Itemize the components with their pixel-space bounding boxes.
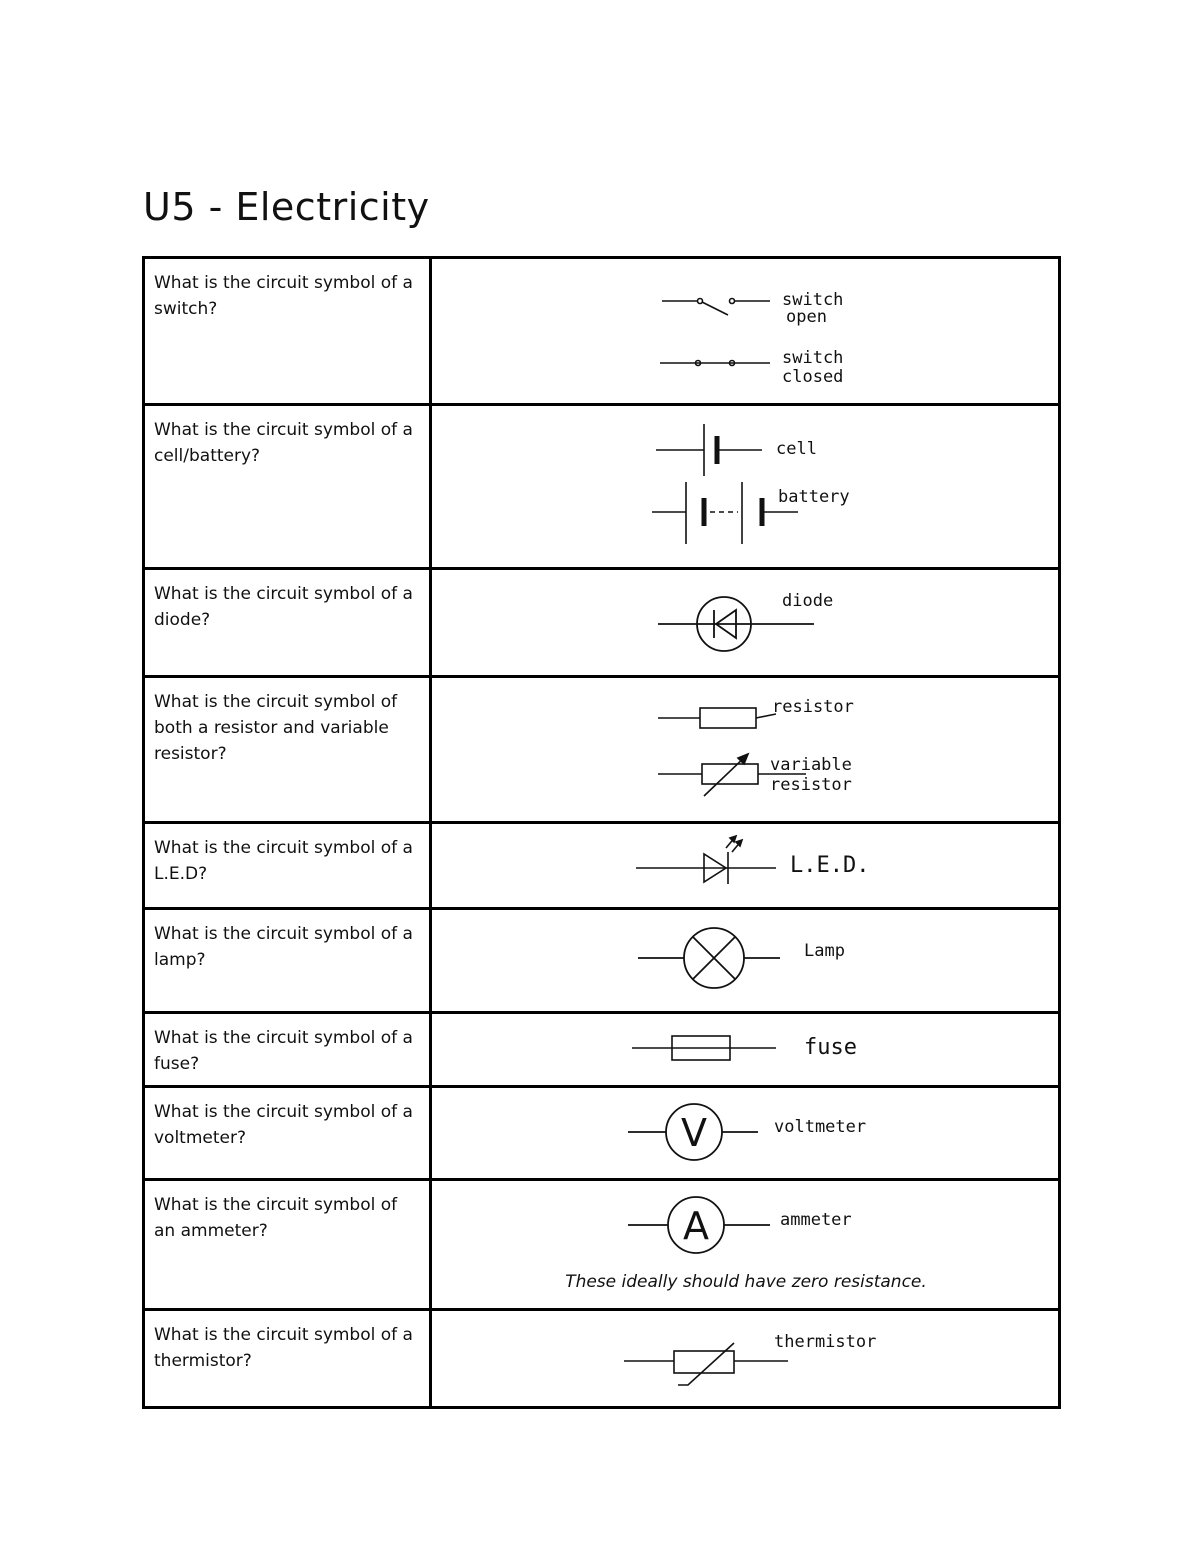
thermistor-symbols <box>432 1311 1060 1403</box>
question-text: What is the circuit symbol of a lamp? <box>154 924 413 970</box>
question-cell <box>144 1310 431 1408</box>
ammeter-glyph: A <box>683 1204 709 1248</box>
lamp-label: Lamp <box>804 941 845 961</box>
battery-label: battery <box>778 487 850 507</box>
question-text: What is the circuit symbol of both a resistor and variable resistor? <box>154 692 398 764</box>
switch-closed-label-1: switch <box>782 348 844 368</box>
question-cell <box>144 569 431 677</box>
symbol-cell <box>431 1087 1060 1180</box>
page-title: U5 - Electricity <box>143 185 430 229</box>
switch-open-label-2: open <box>786 307 827 327</box>
symbol-cell <box>431 1013 1060 1087</box>
symbol-cell <box>431 1310 1060 1408</box>
symbols-table <box>142 256 1061 1409</box>
lamp-icon <box>638 928 780 988</box>
lamp-symbols <box>432 910 1060 1008</box>
table-row <box>144 1087 1060 1180</box>
ammeter-note: These ideally should have zero resistance. <box>565 1272 927 1292</box>
question-cell <box>144 909 431 1013</box>
question-text: What is the circuit symbol of a thermistor? <box>154 1325 413 1371</box>
diode-label: diode <box>782 591 834 611</box>
led-label: L.E.D. <box>790 853 870 878</box>
symbol-cell <box>431 677 1060 823</box>
resistor-label: resistor <box>772 697 854 717</box>
voltmeter-glyph: V <box>681 1111 707 1155</box>
question-text: What is the circuit symbol of a cell/battery? <box>154 420 413 466</box>
table-row <box>144 1310 1060 1408</box>
symbol-cell <box>431 405 1060 569</box>
ammeter-label: ammeter <box>780 1210 852 1230</box>
diode-symbols <box>432 570 1060 672</box>
table-row <box>144 1013 1060 1087</box>
switch-closed-label-2: closed <box>782 367 844 387</box>
question-cell <box>144 1180 431 1310</box>
led-icon <box>636 836 776 884</box>
variable-resistor-label-1: variable <box>770 755 852 775</box>
question-text: What is the circuit symbol of an ammeter? <box>154 1195 398 1241</box>
voltmeter-symbols <box>432 1088 1060 1175</box>
question-cell <box>144 1013 431 1087</box>
symbol-cell <box>431 569 1060 677</box>
voltmeter-label: voltmeter <box>774 1117 867 1137</box>
question-cell <box>144 1087 431 1180</box>
thermistor-icon <box>624 1343 788 1385</box>
cell-icon <box>656 424 762 476</box>
switch-symbols <box>432 259 1060 400</box>
ammeter-symbols <box>432 1181 1060 1305</box>
resistor-symbols <box>432 678 1060 818</box>
symbol-cell <box>431 823 1060 909</box>
switch-closed-icon <box>660 361 770 366</box>
question-text: What is the circuit symbol of a diode? <box>154 584 413 630</box>
table-row <box>144 1180 1060 1310</box>
cell-battery-symbols <box>432 406 1060 564</box>
battery-icon <box>652 482 798 544</box>
question-cell <box>144 677 431 823</box>
cell-label: cell <box>776 439 817 459</box>
switch-open-icon <box>662 299 770 316</box>
question-text: What is the circuit symbol of a L.E.D? <box>154 838 413 884</box>
table-row <box>144 909 1060 1013</box>
table-row <box>144 405 1060 569</box>
question-cell <box>144 823 431 909</box>
table-row <box>144 823 1060 909</box>
resistor-icon <box>658 708 776 728</box>
symbol-cell <box>431 1180 1060 1310</box>
question-text: What is the circuit symbol of a fuse? <box>154 1028 413 1074</box>
question-cell <box>144 405 431 569</box>
question-cell <box>144 258 431 405</box>
fuse-symbols <box>432 1014 1060 1082</box>
table-row <box>144 677 1060 823</box>
table-row <box>144 258 1060 405</box>
question-text: What is the circuit symbol of a voltmeter? <box>154 1102 413 1148</box>
table-row <box>144 569 1060 677</box>
switch-open-label-1: switch <box>782 290 844 310</box>
symbol-cell <box>431 909 1060 1013</box>
variable-resistor-label-2: resistor <box>770 775 852 795</box>
fuse-icon <box>632 1036 776 1060</box>
question-text: What is the circuit symbol of a switch? <box>154 273 413 319</box>
led-symbols <box>432 824 1060 904</box>
thermistor-label: thermistor <box>774 1332 877 1352</box>
fuse-label: fuse <box>804 1035 857 1060</box>
symbol-cell <box>431 258 1060 405</box>
